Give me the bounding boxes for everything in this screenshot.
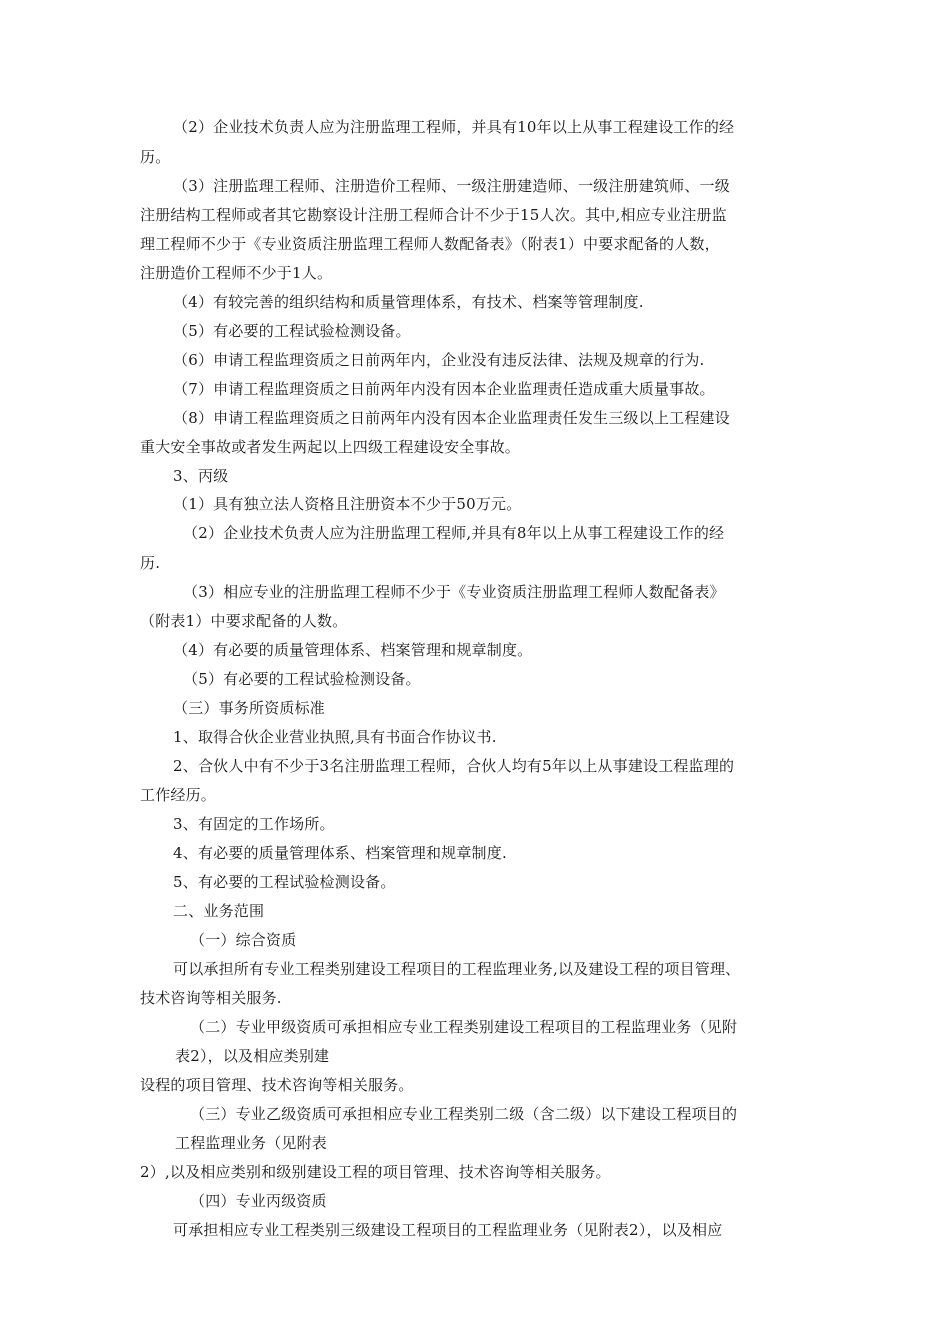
text-line: 工作经历。	[140, 786, 217, 804]
text-line: 4、有必要的质量管理体系、档案管理和规章制度.	[173, 844, 507, 862]
text-line: （7）申请工程监理资质之日前两年内没有因本企业监理责任造成重大质量事故。	[173, 380, 715, 398]
text-line: 2）,以及相应类别和级别建设工程的项目管理、技术咨询等相关服务。	[140, 1163, 611, 1181]
text-line: 2、合伙人中有不少于3名注册监理工程师，合伙人均有5年以上从事建设工程监理的	[173, 757, 735, 775]
text-line: （5）有必要的工程试验检测设备。	[173, 322, 411, 340]
section-heading: 二、业务范围	[173, 902, 265, 920]
text-line: 工程监理业务（见附表	[175, 1134, 328, 1152]
text-line: （1）具有独立法人资格且注册资本不少于50万元。	[173, 495, 522, 513]
text-line: 历.	[140, 554, 161, 572]
text-line: 重大安全事故或者发生两起以上四级工程建设安全事故。	[140, 438, 521, 456]
text-line: （5）有必要的工程试验检测设备。	[183, 670, 421, 688]
text-line: （4）有必要的质量管理体系、档案管理和规章制度。	[173, 641, 533, 659]
text-line: （附表1）中要求配备的人数。	[140, 612, 348, 630]
text-line: 注册结构工程师或者其它勘察设计注册工程师合计不少于15人次。其中,相应专业注册监	[140, 206, 727, 224]
text-line: 5、有必要的工程试验检测设备。	[173, 873, 396, 891]
text-line: （三）专业乙级资质可承担相应专业工程类别二级（含二级）以下建设工程项目的	[190, 1105, 738, 1123]
text-line: （2）企业技术负责人应为注册监理工程师,并具有8年以上从事工程建设工作的经	[183, 524, 725, 542]
text-line: 可承担相应专业工程类别三级建设工程项目的工程监理业务（见附表2），以及相应	[173, 1221, 723, 1239]
text-line: （2）企业技术负责人应为注册监理工程师，并具有10年以上从事工程建设工作的经	[173, 118, 735, 136]
text-line: （3）相应专业的注册监理工程师不少于《专业资质注册监理工程师人数配备表》	[183, 583, 725, 601]
text-line: 注册造价工程师不少于1人。	[140, 264, 333, 282]
text-line: 1、取得合伙企业营业执照,具有书面合作协议书.	[173, 728, 497, 746]
section-heading: 3、丙级	[173, 467, 229, 485]
text-line: （3）注册监理工程师、注册造价工程师、一级注册建造师、一级注册建筑师、一级	[173, 177, 730, 195]
text-line: （二）专业甲级资质可承担相应专业工程类别建设工程项目的工程监理业务（见附	[190, 1018, 738, 1036]
text-line: （4）有较完善的组织结构和质量管理体系，有技术、档案等管理制度.	[173, 293, 644, 311]
text-line: 理工程师不少于《专业资质注册监理工程师人数配备表》（附表1）中要求配备的人数，	[140, 235, 720, 253]
text-line: 历。	[140, 148, 171, 166]
text-line: 3、有固定的工作场所。	[173, 815, 335, 833]
text-line: 可以承担所有专业工程类别建设工程项目的工程监理业务,以及建设工程的项目管理、	[173, 960, 741, 978]
text-line: 设程的项目管理、技术咨询等相关服务。	[140, 1076, 414, 1094]
text-line: 技术咨询等相关服务.	[140, 989, 282, 1007]
text-line: （6）申请工程监理资质之日前两年内，企业没有违反法律、法规及规章的行为.	[173, 351, 705, 369]
section-heading: （一）综合资质	[190, 931, 297, 949]
text-line: （8）申请工程监理资质之日前两年内没有因本企业监理责任发生三级以上工程建设	[173, 409, 730, 427]
section-heading: （四）专业丙级资质	[190, 1192, 327, 1210]
text-line: 表2），以及相应类别建	[175, 1047, 330, 1065]
section-heading: （三）事务所资质标准	[173, 699, 326, 717]
